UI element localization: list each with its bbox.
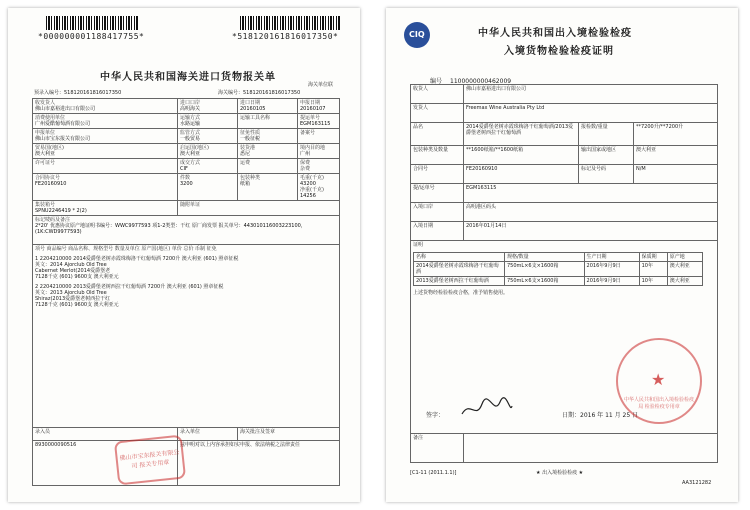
proof-statement: 上述货物经检验检疫合格，准予销售使用。 [413,290,509,296]
cert-header-1: 中华人民共和国出入境检验检疫 [478,28,632,39]
cert-number: 1100000000462009 [450,78,512,85]
customs-declaration-form [8,8,360,502]
inspection-stamp: ★ 中华人民共和国出入境检验检疫局 检验检疫专用章 [616,338,702,424]
inspection-certificate [386,8,738,502]
ciq-logo-icon: CIQ [404,22,430,48]
customs-broker-stamp: 佛山市宝东报关有限公司 报关专用章 [114,435,186,486]
form-code: [C1-11 (2011.1.1)] [410,470,457,476]
sign-label: 签字： [426,412,445,419]
cert-header-2: 入境货物检验检疫证明 [504,46,614,57]
serial-code: AA3121282 [682,480,712,486]
customs-copy-label: 海关单位联 [308,82,334,88]
note-label: 备注 [411,434,464,463]
marks-text: 2*20' 优惠协议原产地证明书编号：WWC9977593 项1-2类型：干红 原厂商发票 报关单号：443010116003223100，(1K:CWD9977593) [35,223,306,235]
form-title: 中华人民共和国海关进口货物报关单 [100,72,276,83]
barcode-left [46,16,138,30]
item-row: 1 2204210000 2014爱爵堡老树赤霞珠梅洛干红葡萄酒 7200升 澳大利亚 (601) 照章征税 英文：2014 Ajorclub Old Tree Cabernet Merlot(2014爱爵堡老 7128千克 (601) 9600支 澳大利亚元 [35,256,239,280]
barcode-right-number: *518120161816017350* [232,32,339,41]
preentry-number: 预录入编号：518120161816017350 [34,90,122,96]
footer-number: 8930000090516 [35,442,77,448]
sign-date: 日期：2016 年 11 月 25 日 [562,412,639,419]
declaration-grid: 收发货人 佛山市嘉裕进出口有限公司 进口口岸 高明海关 进口日期 20160105 申报日期 20160107 消费使用单位 广州爱酷葡萄酒有限公司 运输方式 水路运输 运输工具名称 提运单号 EGM163115 申报单位 佛山市宝东报关有限公司 监管方式 一般贸易 征免性质 一般征税 备案号 贸易国(地区) 澳大利亚 启运国(地区) 澳大利亚 装货港 悉尼 境内目的地 广州 许可证号 成交方式 CIF 运费 保费 杂费 合同协议号 FE20160910 件数 3200 包装种类 纸箱 毛重(千克) 43200 净重(千克) 14256 集装箱号 SPNU2246419 * 2(2) 随附单证 标记唛码及备注 2*20' 优惠协议原产地证明书编号：WWC9977593 项1-2类型：干红 原厂商发票 报关单号：443010116003223100，(1K:CWD9977593) 项号 商品编号 商品名称、规格型号 数量及单位 原产国(地区) 单价 总价 币制 征免 1 2204210000 2014爱爵堡老树赤霞珠梅洛干红葡萄酒 7200升 澳大利亚 (601) 照章征税 英文：2014 Ajorclub Old Tree Cabernet Merlot(2014爱爵堡老 7128千克 (601) 9600支 澳大利亚元 2 2204210000 2013爱爵堡老树西拉干红葡萄酒 7200升 澳大利亚 (601) 照章征税 英文：2013 Ajorclub Old Tree Shiraz(2013爱爵堡老树西拉干红 7128千克 (601) 9600支 澳大利亚元 录入员 录入单位 海关批注及签章 8930000090516 兹申明对以上内容承担如实申报、依法纳税之法律责任 [32,98,340,486]
signature-icon [460,396,514,422]
barcode-right [240,16,340,30]
barcode-left-number: *000000001188417755* [38,32,145,41]
proof-table: 名称 规格/数量 生产日期 保质期 原产地 2014爱爵堡老树赤霞珠梅洛干红葡萄酒 750mL×6支×1600箱 2016年9月9日 10年 澳大利亚 2013爱爵堡老树西拉干红葡萄酒 750mL×6支×1600箱 2016年9月9日 10年 澳大利亚 [413,252,703,286]
bottom-center-text: ★ 出入境检验检疫 ★ [536,470,584,476]
item-row: 2 2204210000 2013爱爵堡老树西拉干红葡萄酒 7200升 澳大利亚 (601) 照章征税 英文：2013 Ajorclub Old Tree Shiraz(2013爱爵堡老树西拉干红 7128千克 (601) 9600支 澳大利亚元 [35,284,224,308]
marks-label: 标记唛码及备注 [35,217,71,223]
cert-number-label: 编号 [430,78,443,85]
items-header: 项号 商品编号 商品名称、规格型号 数量及单位 原产国(地区) 单价 总价 币制 征免 [35,246,217,252]
proof-label: 证明 [413,242,424,248]
cert-info-grid: 收货人 佛山市嘉裕进出口有限公司 发货人 Freemax Wine Australia Pty Ltd 品名 2014爱爵堡老树赤霞珠梅洛干红葡萄酒/2013爱爵堡老树西拉干红葡萄酒 报检数/重量 **7200升/**7200升 包装种类及数量 **1600纸箱/**1600纸箱 输出国家或地区 澳大利亚 合同号 FE20160910 标记及号码 N/M 提/运单号 EGM163115 入境口岸 高明港区码头 入境日期 2016年01月14日 证明 名称 规格/数量 生产日期 保质期 原产地 2014爱爵堡老树赤霞珠梅洛干红葡萄酒 750mL×6支×1600箱 2016年9月9日 10年 澳大利亚 2013爱爵堡老树西拉干红葡萄酒 750mL×6支×1600箱 2016年9月9日 10年 澳大利亚 上述货物经检验检疫合格，准予销售使用。 备注 [410,84,718,463]
customs-number: 海关编号：518120161816017350 [218,90,301,96]
